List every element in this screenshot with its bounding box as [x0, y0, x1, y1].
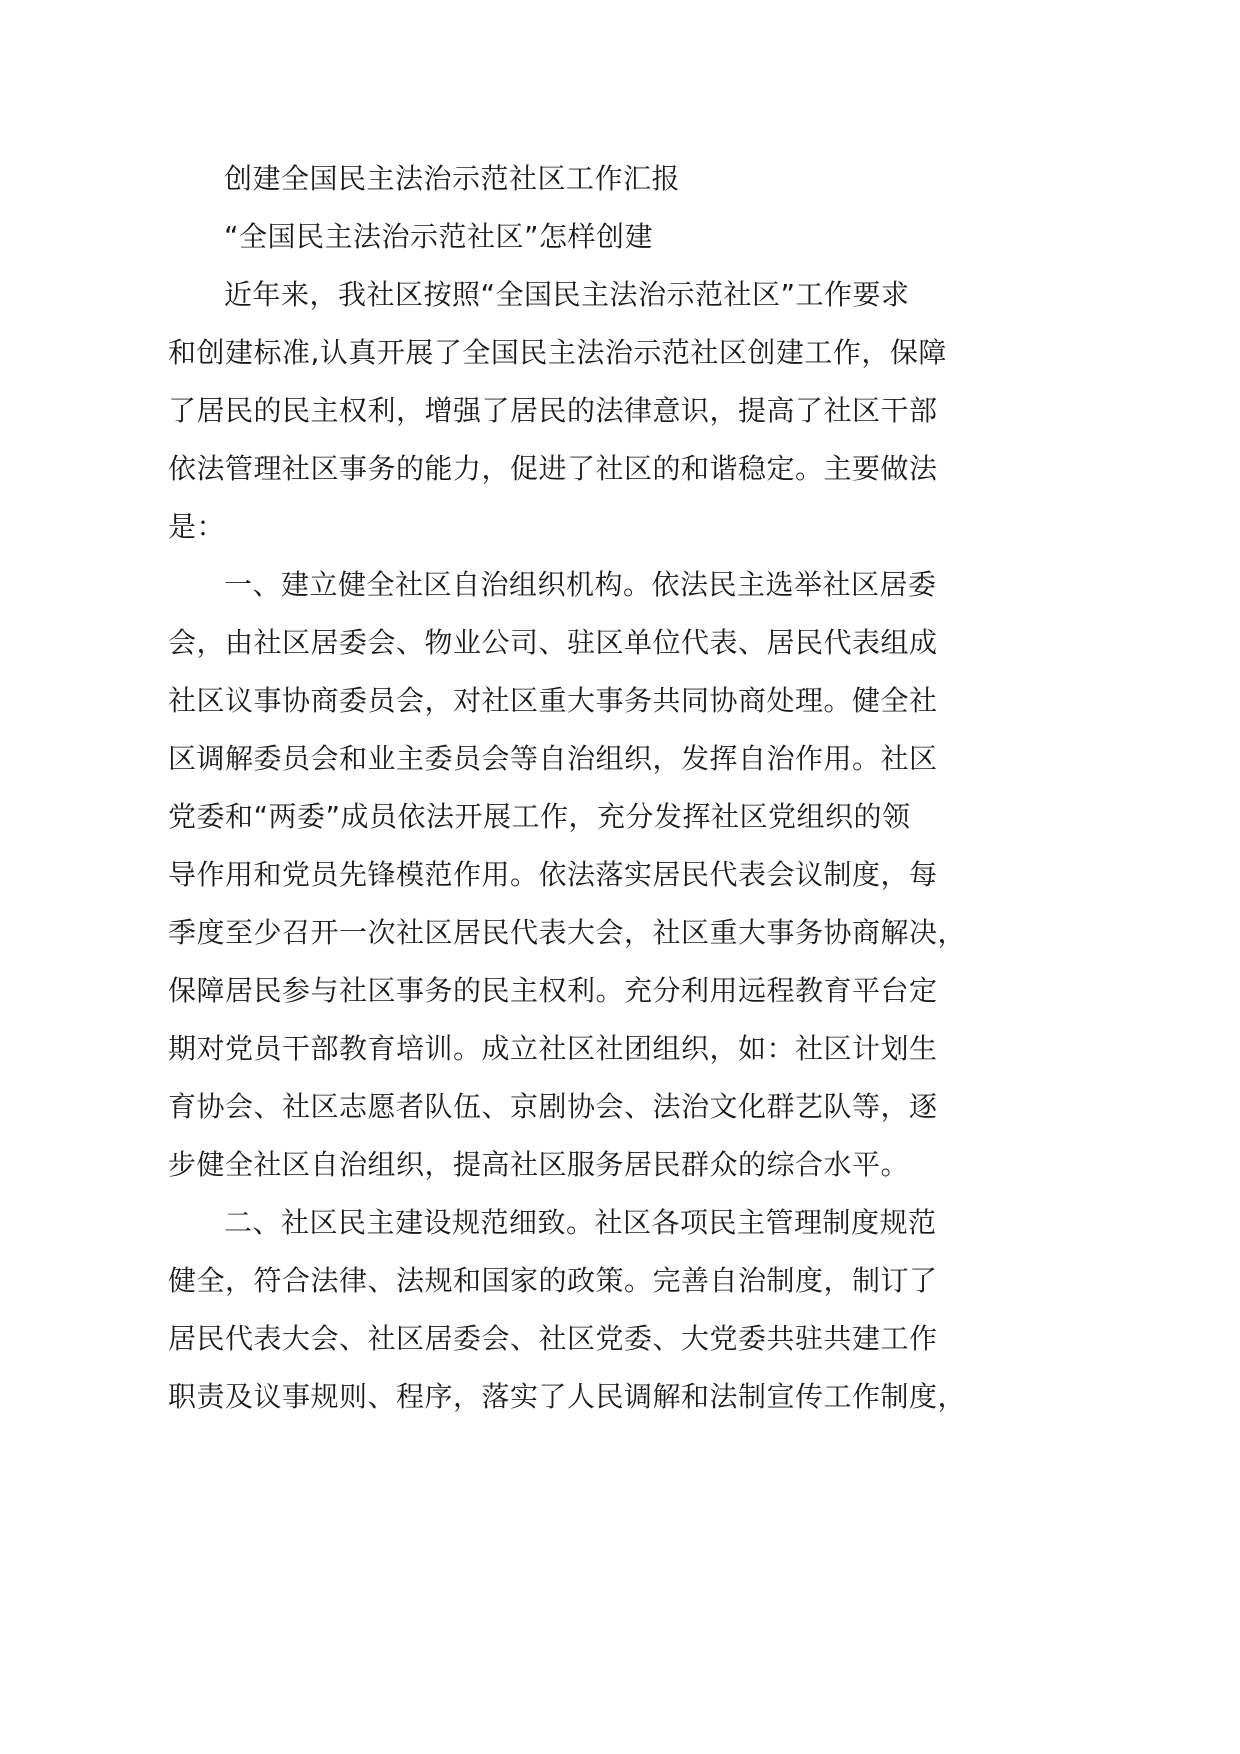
paragraph-line: 党委和“两委”成员依法开展工作，充分发挥社区党组织的领 [168, 800, 911, 833]
paragraph-line: 职责及议事规则、程序，落实了人民调解和法制宣传工作制度， [168, 1380, 967, 1413]
paragraph-line: 二、社区民主建设规范细致。社区各项民主管理制度规范 [224, 1206, 937, 1239]
document-subtitle: “全国民主法治示范社区”怎样创建 [224, 220, 654, 253]
paragraph-line: 居民代表大会、社区居委会、社区党委、大党委共驻共建工作 [168, 1322, 938, 1355]
paragraph-line: 社区议事协商委员会，对社区重大事务共同协商处理。健全社 [168, 684, 938, 717]
paragraph-line: 导作用和党员先锋模范作用。依法落实居民代表会议制度，每 [168, 858, 938, 891]
paragraph-line: 育协会、社区志愿者队伍、京剧协会、法治文化群艺队等，逐 [168, 1090, 938, 1123]
paragraph-line: 会，由社区居委会、物业公司、驻区单位代表、居民代表组成 [168, 626, 938, 659]
paragraph-section-1 [168, 556, 967, 1194]
paragraph-line: 依法管理社区事务的能力，促进了社区的和谐稳定。主要做法 [168, 452, 938, 485]
paragraph-intro [168, 266, 947, 556]
paragraph-line: 是： [168, 510, 226, 543]
paragraph-section-2 [168, 1194, 967, 1426]
paragraph-line: 期对党员干部教育培训。成立社区社团组织，如：社区计划生 [168, 1032, 938, 1065]
document-body [168, 150, 967, 1426]
paragraph-line: 近年来，我社区按照“全国民主法治示范社区”工作要求 [224, 278, 910, 311]
paragraph-line: 季度至少召开一次社区居民代表大会，社区重大事务协商解决， [168, 916, 967, 949]
paragraph-line: 了居民的民主权利，增强了居民的法律意识，提高了社区干部 [168, 394, 938, 427]
paragraph-line: 区调解委员会和业主委员会等自治组织，发挥自治作用。社区 [168, 742, 938, 775]
paragraph-line: 一、建立健全社区自治组织机构。依法民主选举社区居委 [224, 568, 937, 601]
paragraph-line: 步健全社区自治组织，提高社区服务居民群众的综合水平。 [168, 1148, 910, 1181]
paragraph-line: 健全，符合法律、法规和国家的政策。完善自治制度，制订了 [168, 1264, 938, 1297]
paragraph-line: 保障居民参与社区事务的民主权利。充分利用远程教育平台定 [168, 974, 938, 1007]
document-title: 创建全国民主法治示范社区工作汇报 [224, 162, 681, 195]
paragraph-line: 和创建标准,认真开展了全国民主法治示范社区创建工作，保障 [168, 336, 947, 369]
